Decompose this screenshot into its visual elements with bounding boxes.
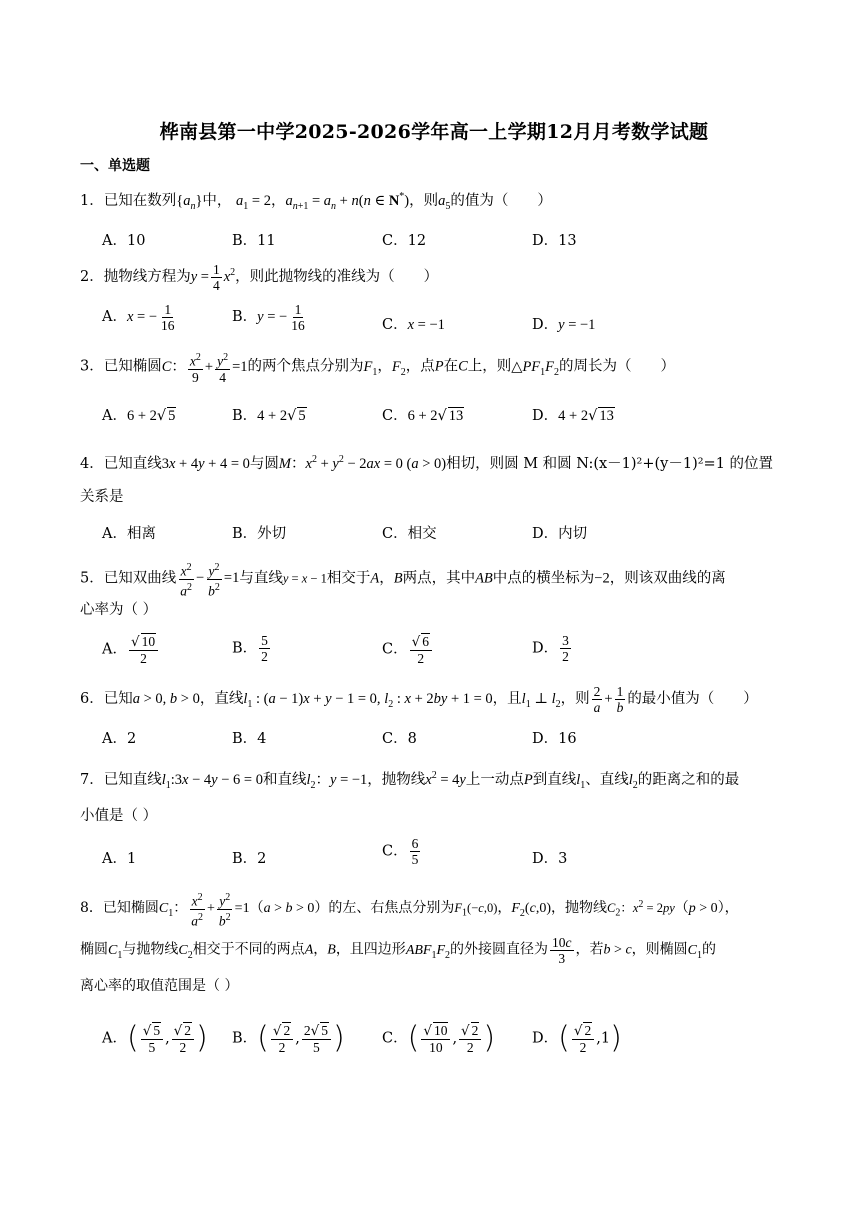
question-5-line2: 心率为（ ）	[80, 602, 158, 618]
q2-option-c[interactable]: C．x = −1	[382, 317, 445, 333]
q7-option-b[interactable]: B．2	[232, 851, 267, 867]
q7-option-c[interactable]: C． $\frac{6}{5}$	[382, 836, 419, 867]
question-6-stem: 6．已知a > 0, b > 0，直线$l_1$ : (a − 1)x + y − 1 = 0, $l_2$ : x + 2by + 1 = 0，且$l_1$ ⊥ $l_2$，则 $\frac{2}{a}$ + $\frac{1}{b}$ 的最小值为（ ）	[80, 684, 758, 715]
q2-option-a[interactable]: A．x = − $\frac{1}{16}$	[102, 302, 175, 333]
q5-option-d[interactable]: D． $\frac{3}{2}$	[532, 633, 569, 664]
question-4-stem: 4．已知直线3x + 4y + 4 = 0与圆M：$x^2 + y^2 - 2ax = 0$ (a > 0)相切，则圆 M 和圆 N:(x－1)²+(y－1)²=1 的位置	[80, 454, 774, 472]
question-1-stem: 1．已知在数列$\{a_n\}$中， $a_1 = 2$，$a_{n+1} = a_n + n(n$ ∈ N*)，则$a_5$的值为（ ）	[80, 191, 552, 212]
q4-option-c[interactable]: C．相交	[382, 526, 437, 542]
question-7-stem: 7．已知直线$l_1:3x - 4y - 6 = 0$和直线$l_2$：y = −1，抛物线$x^2 = 4y$上一动点P到直线$l_1$、直线$l_2$的距离之和的最	[80, 770, 740, 791]
q6-option-a[interactable]: A．2	[102, 731, 137, 747]
q8-option-c[interactable]: C．( $\frac{√ 10}{10}$ , $\frac{√ 2}{2}$ )	[382, 1020, 496, 1056]
question-8-line2: 椭圆$C_1$与抛物线$C_2$相交于不同的两点A，B，且四边形$ABF_1F_2$的外接圆直径为 $\frac{10c}{3}$ ，若b > c，则椭圆$C_1$的	[80, 935, 716, 966]
q1-option-c[interactable]: C．12	[382, 233, 427, 249]
q7-option-a[interactable]: A．1	[102, 851, 137, 867]
q5-option-c[interactable]: C． $\frac{√ 6}{2}$	[382, 633, 434, 666]
question-8-line3: 离心率的取值范围是（ ）	[80, 978, 239, 994]
page-title: 桦南县第一中学2025-2026学年高一上学期12月月考数学试题	[159, 121, 709, 143]
question-4-line2: 关系是	[80, 489, 124, 505]
q5-option-b[interactable]: B． $\frac{5}{2}$	[232, 633, 268, 664]
section-heading: 一、单选题	[80, 158, 150, 174]
q5-option-a[interactable]: A． $\frac{√ 10}{2}$	[102, 633, 160, 666]
q6-option-d[interactable]: D．16	[532, 731, 577, 747]
q2-option-d[interactable]: D．y = −1	[532, 317, 596, 333]
question-8-stem: 8．已知椭圆$C_1$： $\frac{x^2}{a^2}$ + $\frac{y^2}{b^2}$ =1（a > b > 0）的左、右焦点分别为$F_1(-c,0)$，$F_2(c,0)$，抛物线$C_2$：$x^2 = 2py(p > 0)$，	[80, 892, 739, 928]
q8-option-d[interactable]: D．( $\frac{√ 2}{2}$ ,1)	[532, 1020, 622, 1056]
q3-option-a[interactable]: A．6 + 2√ 5	[102, 408, 176, 424]
q3-option-c[interactable]: C．6 + 2√ 13	[382, 408, 464, 424]
question-7-line2: 小值是（ ）	[80, 808, 158, 824]
q1-option-b[interactable]: B．11	[232, 233, 276, 249]
q4-option-a[interactable]: A．相离	[102, 526, 156, 542]
question-2-stem: 2．抛物线方程为y = $\frac{1}{4}$ $x^2$，则此抛物线的准线为（ ）	[80, 262, 439, 293]
q3-option-b[interactable]: B．4 + 2√ 5	[232, 408, 306, 424]
question-5-stem: 5．已知双曲线 $\frac{x^2}{a^2}$ − $\frac{y^2}{b^2}$ =1与直线y = x − 1相交于A，B两点，其中AB中点的横坐标为−2，则该双曲线的离	[80, 562, 726, 598]
q1-option-a[interactable]: A．10	[102, 233, 146, 249]
q6-option-b[interactable]: B．4	[232, 731, 267, 747]
question-3-stem: 3．已知椭圆C： $\frac{x^2}{9}$ + $\frac{y^2}{4}$ =1的两个焦点分别为$F_1$，$F_2$，点P在C上，则$\triangle PF_1F_2$的周长为（ ）	[80, 352, 676, 385]
q4-option-b[interactable]: B．外切	[232, 526, 287, 542]
q8-option-b[interactable]: B．( $\frac{√ 2}{2}$ , $\frac{2√ 5}{5}$ )	[232, 1020, 345, 1056]
q2-option-b[interactable]: B．y = − $\frac{1}{16}$	[232, 302, 305, 333]
q8-option-a[interactable]: A．( $\frac{√ 5}{5}$ , $\frac{√ 2}{2}$ )	[102, 1020, 208, 1056]
q4-option-d[interactable]: D．内切	[532, 526, 588, 542]
q7-option-d[interactable]: D．3	[532, 851, 568, 867]
q3-option-d[interactable]: D．4 + 2√ 13	[532, 408, 614, 424]
q1-option-d[interactable]: D．13	[532, 233, 577, 249]
q6-option-c[interactable]: C．8	[382, 731, 417, 747]
